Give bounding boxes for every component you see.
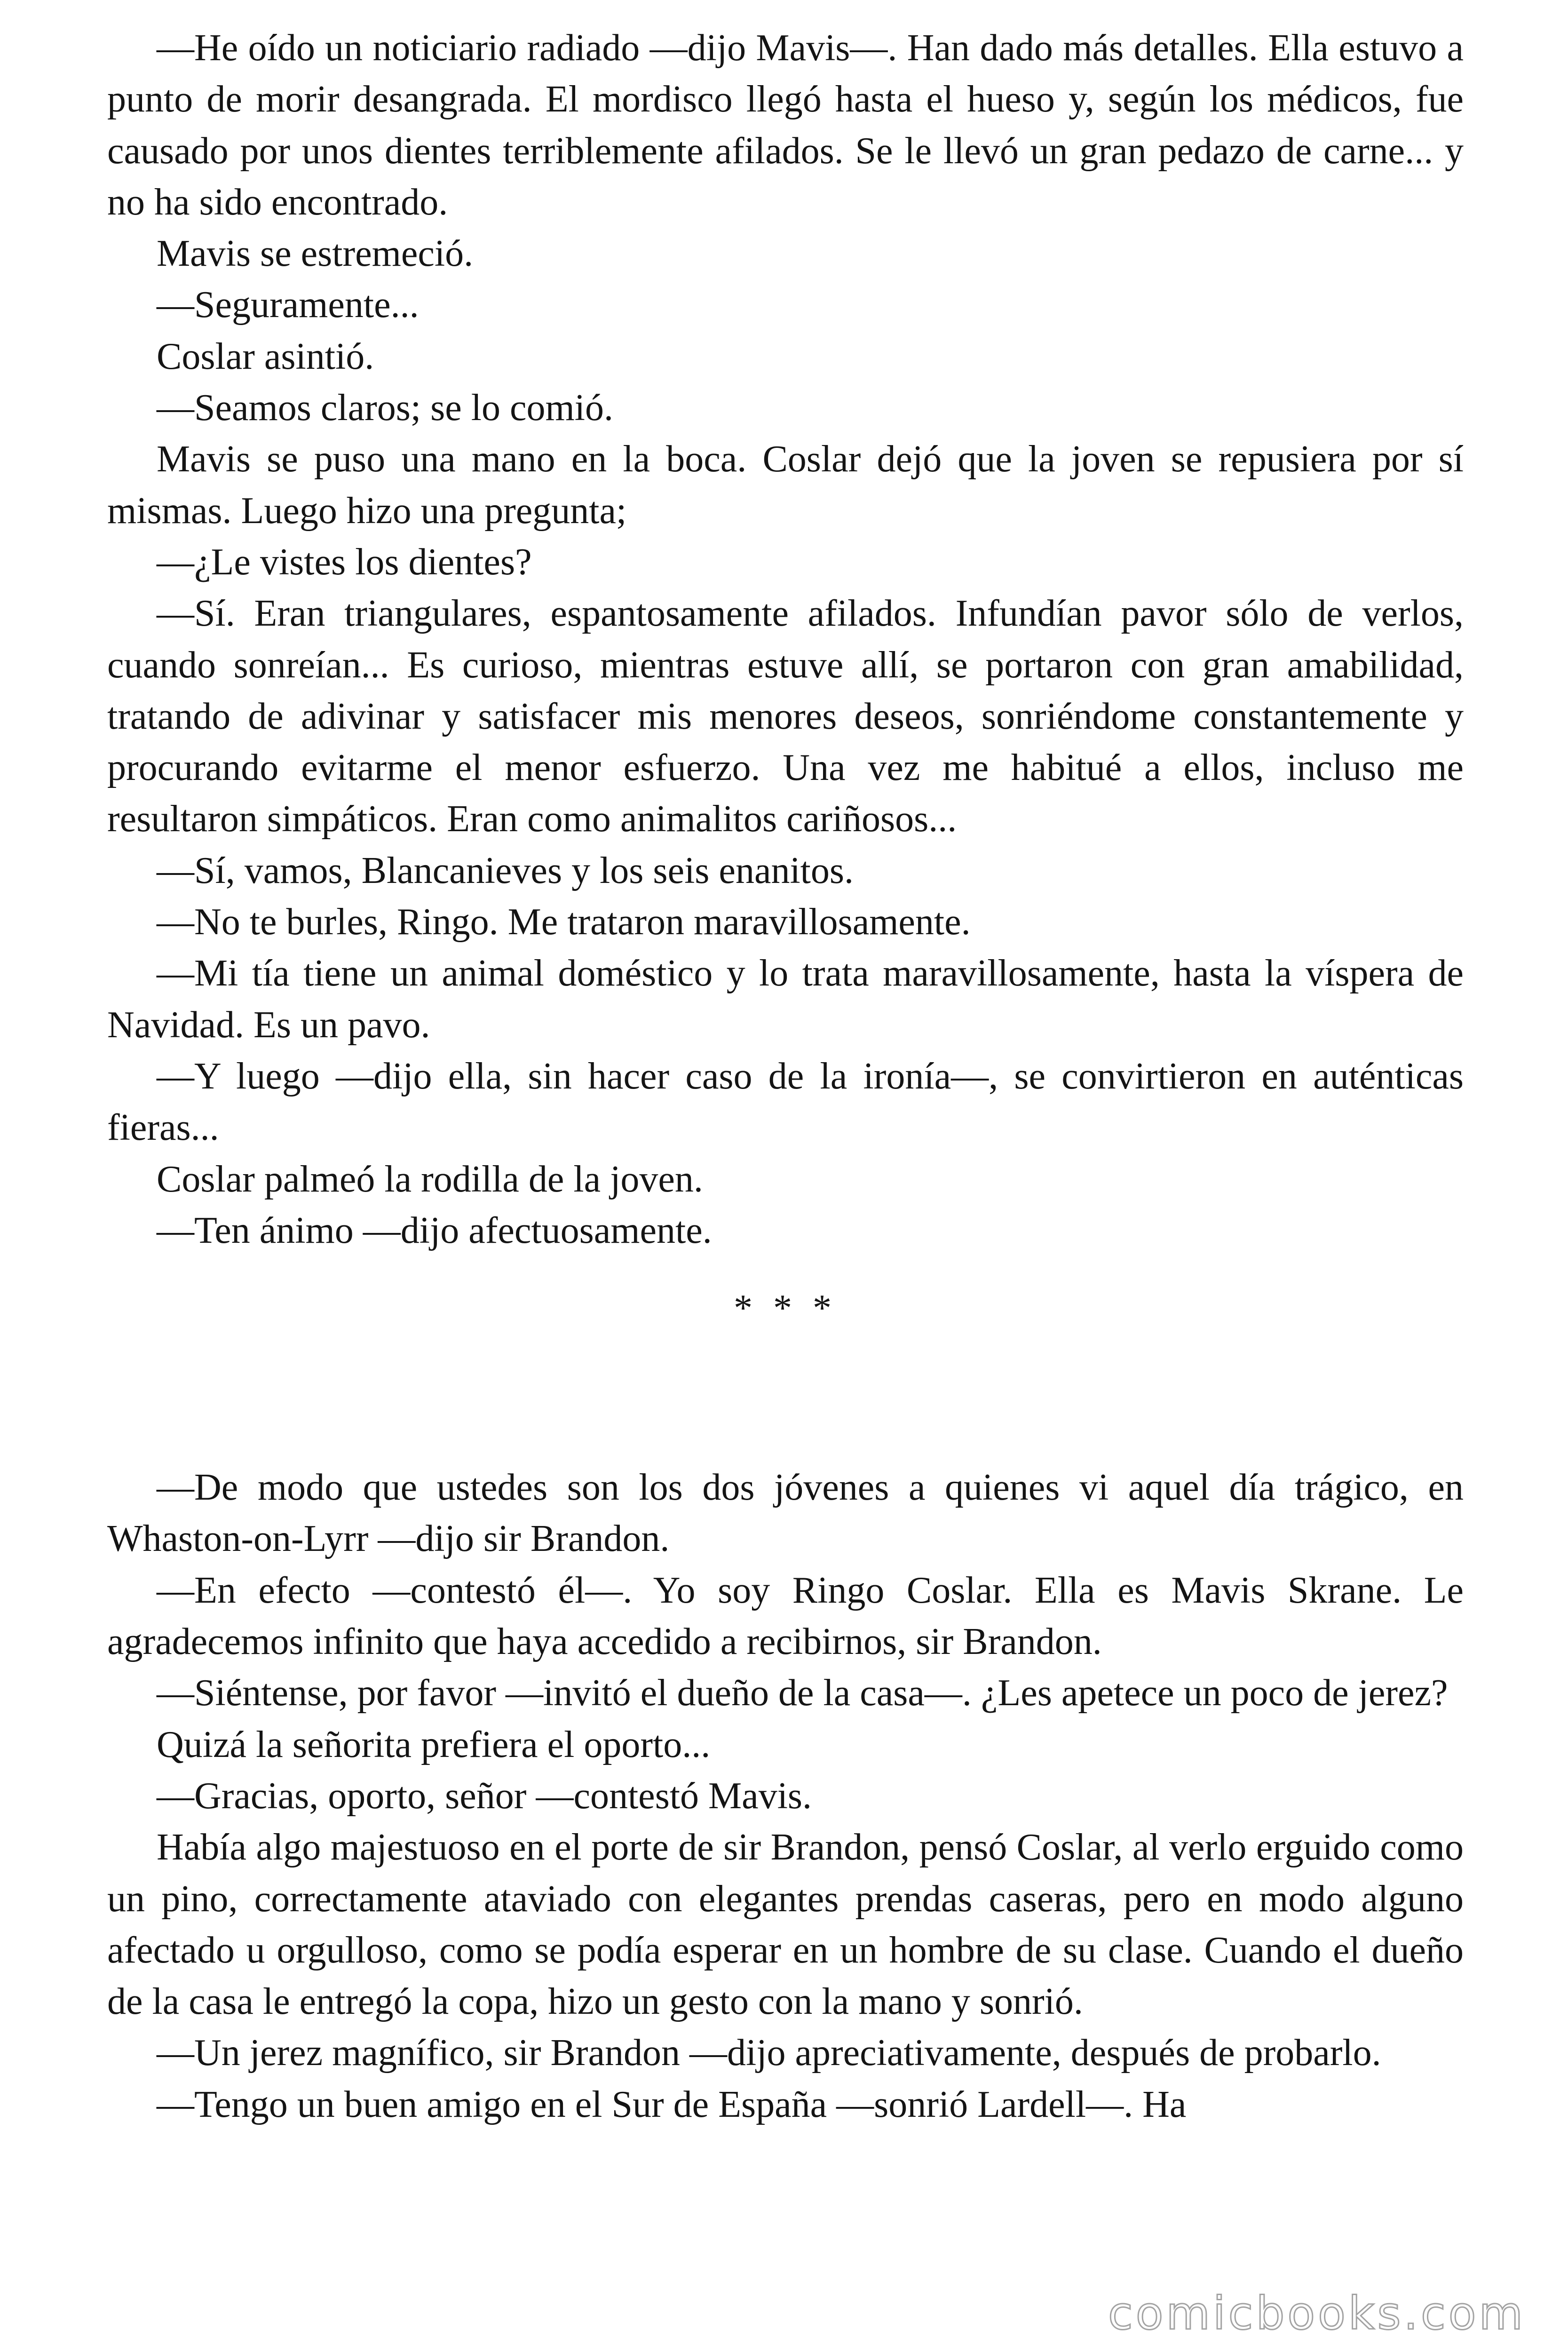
paragraph: —He oído un noticiario radiado —dijo Mavis—. Han dado más detalles. Ella estuvo a punto de morir desangrada. El mordisco llegó hasta el hueso y, según los médicos, fue causado por unos dientes terriblemente afilados. Se le llevó un gran pedazo de carne... y no ha sido encontrado. bbox=[107, 27, 1464, 223]
paragraph: —No te burles, Ringo. Me trataron maravillosamente. bbox=[157, 901, 971, 943]
paragraph: —De modo que ustedes son los dos jóvenes a quienes vi aquel día trágico, en Whaston-on-Lyrr —dijo sir Brandon. bbox=[107, 1467, 1464, 1560]
paragraph: —En efecto —contestó él—. Yo soy Ringo Coslar. Ella es Mavis Skrane. Le agradecemos infinito que haya accedido a recibirnos, sir Brandon. bbox=[107, 1569, 1464, 1663]
text-column bbox=[107, 23, 1464, 2130]
paragraph: Había algo majestuoso en el porte de sir Brandon, pensó Coslar, al verlo erguido como un pino, correctamente ataviado con elegantes prendas caseras, pero en modo alguno afectado u orgulloso, como se podía esperar en un hombre de su clase. Cuando el dueño de la casa le entregó la copa, hizo un gesto con la mano y sonrió. bbox=[107, 1827, 1464, 2023]
paragraph: —Siéntense, por favor —invitó el dueño de la casa—. ¿Les apetece un poco de jerez? bbox=[157, 1672, 1448, 1714]
paragraph: —Sí, vamos, Blancanieves y los seis enanitos. bbox=[157, 850, 854, 891]
paragraph: Coslar asintió. bbox=[157, 335, 374, 377]
paragraph: Quizá la señorita prefiera el oporto... bbox=[157, 1724, 711, 1765]
paragraph: —Mi tía tiene un animal doméstico y lo trata maravillosamente, hasta la víspera de Navidad. Es un pavo. bbox=[107, 953, 1464, 1046]
paragraph: —Un jerez magnífico, sir Brandon —dijo apreciativamente, después de probarlo. bbox=[157, 2032, 1381, 2074]
paragraph: —Y luego —dijo ella, sin hacer caso de la ironía—, se convirtieron en auténticas fieras... bbox=[107, 1055, 1464, 1149]
paragraph: —Tengo un buen amigo en el Sur de España —sonrió Lardell—. Ha bbox=[157, 2083, 1187, 2125]
paragraph: —¿Le vistes los dientes? bbox=[157, 541, 532, 583]
paragraph: Coslar palmeó la rodilla de la joven. bbox=[157, 1158, 703, 1200]
paragraph: Mavis se estremeció. bbox=[157, 233, 474, 275]
paragraph: —Ten ánimo —dijo afectuosamente. bbox=[157, 1209, 712, 1251]
paragraph: —Sí. Eran triangulares, espantosamente afilados. Infundían pavor sólo de verlos, cuando sonreían... Es curioso, mientras estuve allí, se portaron con gran amabilidad, tratando de adivinar y satisfacer mis menores deseos, sonriéndome constantemente y procurando evitarme el menor esfuerzo. Una vez me habitué a ellos, incluso me resultaron simpáticos. Eran como animalitos cariñosos... bbox=[107, 593, 1464, 840]
paragraph: —Seamos claros; se lo comió. bbox=[157, 387, 613, 429]
scene-separator bbox=[107, 1256, 1464, 1462]
watermark: comicbooks.com bbox=[1108, 2287, 1526, 2340]
paragraph: Mavis se puso una mano en la boca. Coslar dejó que la joven se repusiera por sí mismas. Luego hizo una pregunta; bbox=[107, 438, 1464, 532]
separator-stars: * * * bbox=[734, 1287, 837, 1329]
paragraph: —Gracias, oporto, señor —contestó Mavis. bbox=[157, 1775, 812, 1817]
paragraph: —Seguramente... bbox=[157, 284, 419, 326]
